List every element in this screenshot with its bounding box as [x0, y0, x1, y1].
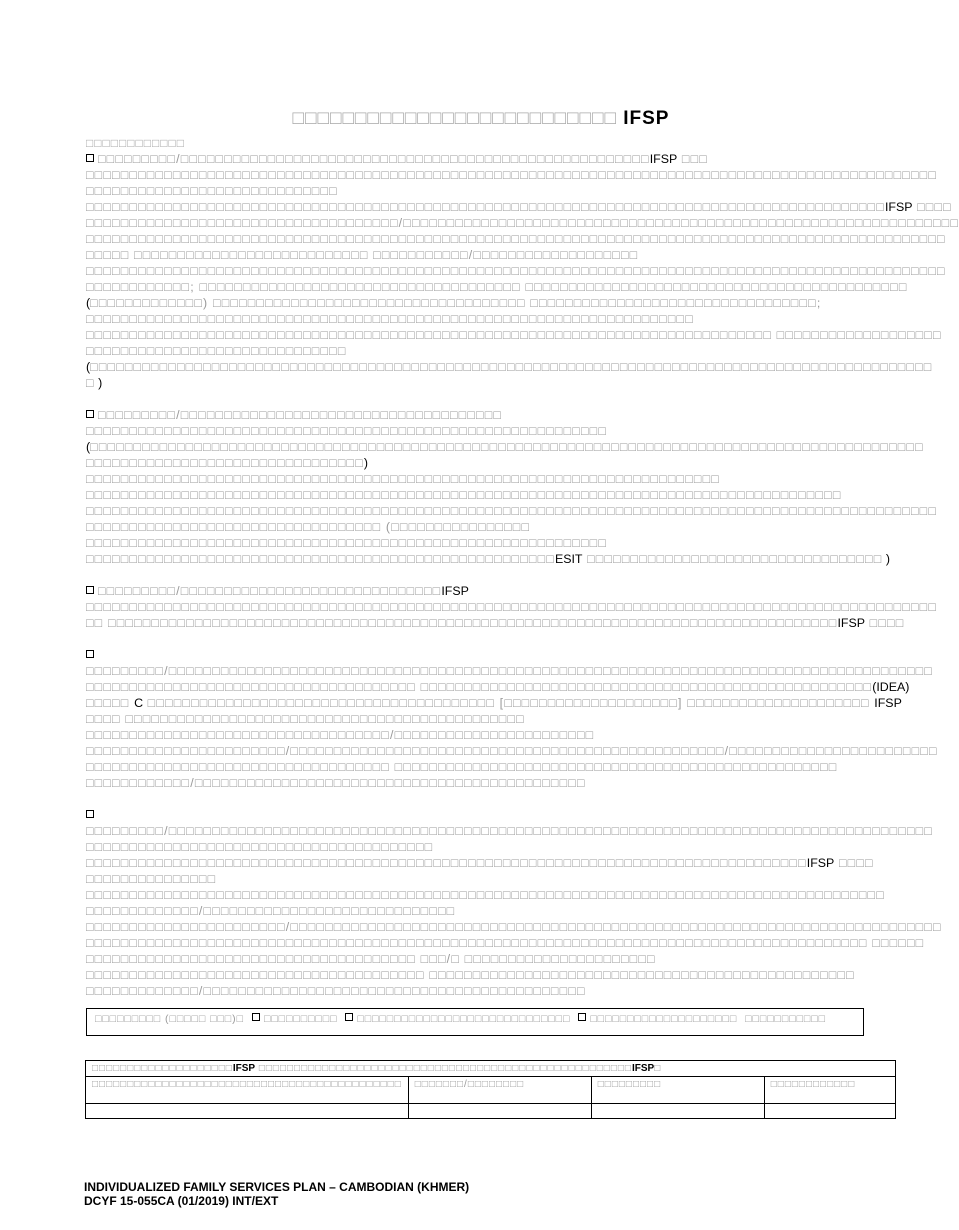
text-line: □ ): [86, 376, 103, 390]
text-line: □□□□□□□□□□□□□□□□□□□□□□□□□□□□□□□□□□□□□□□□□□□□□□□□□□□□□□□□□□□□: [86, 536, 608, 550]
choice-option-1[interactable]: □□□□□□□□□□: [252, 1013, 337, 1025]
consent-section: [86, 407, 938, 567]
col-header-date: □□□□□□□□□□□□: [764, 1077, 895, 1104]
checkbox-icon[interactable]: [86, 410, 94, 418]
text-line: □□□□□□□□□□□□□□□□□□□□□□□□□□□□□□□□□□□□□□□□□□□□□□□□□□□□□□□□□□□□□□□□□□□□□□□□□□□□□□□□□□□□□□□□□□□□: [86, 888, 885, 902]
consent-section: [86, 151, 959, 391]
text-line: □□□□□□□□□□□□; □□□□□□□□□□□□□□□□□□□□□□□□□□□□□□□□□□□□□ □□□□□□□□□□□□□□□□□□□□□□□□□□□□□□□□□□□□□□□□□□□□: [86, 280, 908, 294]
page-subtitle: □□□□□□□□□□□□: [86, 136, 185, 150]
text-line: □□□□□□□□□□□□□/□□□□□□□□□□□□□□□□□□□□□□□□□□□□□□□□□□□□□□□□□□□□: [86, 984, 586, 998]
text-line: □□□□□□□□□□□□□□□□□□□□□□□□□□□□□□: [86, 344, 347, 358]
signature-table-header: □□□□□□□□□□□□□□□□□□□□IFSP □□□□□□□□□□□□□□□□□□□□□□□□□□□□□□□□□□□□□□□□□□□□□□□□□□□□□IFSP□: [86, 1061, 896, 1077]
text-line: □□□□□□□□□/□□□□□□□□□□□□□□□□□□□□□□□□□□□□□□□□□□□□□□□□□□□□□□□□□□□□□□IFSP □□□: [86, 151, 876, 167]
text-line: □□□□□□□□□□□□□□□: [86, 872, 217, 886]
text-line: □□□□□□□□□□□□□□□□□□□□□□□□□□□□□□□□□□□□□□□□□□□□□□□□□□□□□□□□□□□□□□□□□□□□□□□□□□□□□□□□□□□□□□□□□□□□□□□□□□□: [86, 264, 946, 278]
text-line: □□□□□□□□□□□□□□□□□□□□□□□□□□□□□□□□□□□□□□□□□□□□□□□□□□□□□□□□□□□□□□□□□□□□□□□□□□□□□□□□□□□□□□□: [86, 488, 842, 502]
text-line: □□□□□□□□□□□□□□□□□□□□□□□□□□□□□□□□□□□□□□□□□□□□□□□□□□□□□□□□□□□□: [86, 424, 608, 438]
text-line: □□□□□□□□□□□□□□□□□□□□□□□□□□□□□□□□□□□□/□□□□□□□□□□□□□□□□□□□□□□□□□□□□□□□□□□□□□□□□□□□□□□□□□□□□□□□□□□□□□□□□: [86, 216, 959, 230]
text-line: □□□□□□□□□□□□□□□□□□□□□□□□□□□□□□□□): [86, 456, 369, 470]
form-footer: [84, 1180, 469, 1208]
col-header-relationship: □□□□□□□/□□□□□□□□: [408, 1077, 591, 1104]
form-number: DCYF 15-055CA (01/2019) INT/EXT: [84, 1194, 279, 1208]
text-line: □□□□□□□□□□□□□□□□□□□□□□□□□□□□□□□□□□□□□□□□□□□□□□□□□□□□□□□□□□□□□□□□□□□□□□□□□□□□□□□□□□□□□□□□□□□□IFSP □□□□: [86, 200, 952, 214]
checkbox-icon[interactable]: [252, 1013, 260, 1021]
text-line: □□□□□□□□□□□□□□□□□□□□□□□□□□□□□□□□□□□□□□ □□□/□ □□□□□□□□□□□□□□□□□□□□□□: [86, 952, 656, 966]
col-header-name: □□□□□□□□□□□□□□□□□□□□□□□□□□□□□□□□□□□□□□□□□□□□: [86, 1077, 409, 1104]
text-line: □□□□□□□□□□□□□□□□□□□□□□□□□□□□□□□□□□□□□□□□□□□□□□□□□□□□□□□□□□□□□□□□□□□□□□□□□□□□□□□□□□□□□□□□□□□□□□□□□□: [86, 168, 938, 182]
text-line: □□□□□□□□□□□□□□□□□□□□□□□□□□□□□□□□□□□□□□□□: [86, 840, 434, 854]
checkbox-icon[interactable]: [345, 1013, 353, 1021]
text-line: □□□□ □□□□□□□□□□□□□□□□□□□□□□□□□□□□□□□□□□□□□□□□□□□□□□: [86, 712, 525, 726]
checkbox-icon[interactable]: [578, 1013, 586, 1021]
text-line: □□□□□□□□□□□□□□□□□□□□□□□/□□□□□□□□□□□□□□□□□□□□□□□□□□□□□□□□□□□□□□□□□□□□□□□□□□□□□□□□□□□□□□□□□□□□□□□□□□□: [86, 920, 942, 934]
text-line: □□□□□□□□□/□□□□□□□□□□□□□□□□□□□□□□□□□□□□□□□□□□□□□: [86, 407, 876, 423]
name-cell[interactable]: [86, 1104, 409, 1119]
choice-option-2[interactable]: □□□□□□□□□□□□□□□□□□□□□□□□□□□□□: [345, 1013, 570, 1025]
text-line: □□□□□□□□□□□□□□□□□□□□□□□□□□□□□□□□□□□□□□□□□□□□□□□□□□□□□□□□□□□□□□□□□□□□□□□□□□□□□□□□□□□□□□□□□□□□□□□□□□: [86, 600, 938, 614]
text-line: □□□□□□□□□□□□□□□□□□□□□□□□□□□□□□□□□□□□□□□□□□□□□□□□□□□□□□□□□□□□□□□□□□□□□□□□□□□□□□□□□□□IFSP □□□□: [86, 856, 874, 870]
text-line: □□□□□□□□□□□□□□□□□□□□□□□□□□□□□□□□□□□□□□□□□□□□□□□□□□□□□□ESIT □□□□□□□□□□□□□□□□□□□□□□□□□□□□□□□□□□ ): [86, 552, 890, 566]
text-line: □□□□□□□□□□□□/□□□□□□□□□□□□□□□□□□□□□□□□□□□□□□□□□□□□□□□□□□□□□: [86, 776, 586, 790]
text-line: □□□□□□□□□/□□□□□□□□□□□□□□□□□□□□□□□□□□□□□□IFSP: [86, 583, 876, 599]
signature-label: □□□□□□□□□□□: [745, 1013, 826, 1025]
text-line: □□□□□□□□□/□□□□□□□□□□□□□□□□□□□□□□□□□□□□□□□□□□□□□□□□□□□□□□□□□□□□□□□□□□□□□□□□□□□□□□□□□□□□□□□□□□□□□□□□: [86, 664, 933, 678]
text-line: (□□□□□□□□□□□□□) □□□□□□□□□□□□□□□□□□□□□□□□□□□□□□□□□□□□ □□□□□□□□□□□□□□□□□□□□□□□□□□□□□□□□□;: [86, 296, 822, 310]
text-line: (□□□□□□□□□□□□□□□□□□□□□□□□□□□□□□□□□□□□□□□□□□□□□□□□□□□□□□□□□□□□□□□□□□□□□□□□□□□□□□□□□□□□□□□□□□□□□□□□□: [86, 360, 933, 374]
choice-option-3[interactable]: □□□□□□□□□□□□□□□□□□□□: [578, 1013, 737, 1025]
consent-section: [86, 807, 942, 999]
title-abbr: IFSP: [623, 108, 670, 129]
relationship-cell[interactable]: [408, 1104, 591, 1119]
text-line: □□□□□□□□□/□□□□□□□□□□□□□□□□□□□□□□□□□□□□□□□□□□□□□□□□□□□□□□□□□□□□□□□□□□□□□□□□□□□□□□□□□□□□□□□□□□□□□□□□: [86, 824, 933, 838]
text-line: □□□□□□□□□□□□□□□□□□□□□□□□□□□□□□□□□□□□□□□□□□□□□□□□□□□□□□□□□□□□□□□□□□□□□□□□□□□□□□□□□□□□□□□□□□□□□□□□□□□: [86, 232, 946, 246]
text-line: □□□□□□□□□□□□□□□□□□□□□□□□□□□□□□□□□□□□□□□□□□□□□□□□□□□□□□□□□□□□□□□□□□□□□□: [86, 312, 694, 326]
text-line: □□□□□□□□□□□□□□□□□□□□□□□□□□□□□□□□□□□□□□□□□□□□□□□□□□□□□□□□□□□□□□□□□□□□□□□□□□□□□□□□□□□□□□□□□□□□□□□□□□: [86, 504, 938, 518]
consent-section: [86, 583, 938, 631]
signature-table: [85, 1060, 896, 1119]
form-name: INDIVIDUALIZED FAMILY SERVICES PLAN – CAMBODIAN (KHMER): [84, 1180, 470, 1194]
text-line: □□□□□ C □□□□□□□□□□□□□□□□□□□□□□□□□□□□□□□□□□□□□□□□ [□□□□□□□□□□□□□□□□□□□□] □□□□□□□□□□□□□□□□□□□□□ IFSP: [86, 696, 902, 710]
checkbox-icon[interactable]: [86, 154, 94, 162]
title-khmer: □□□□□□□□□□□□□□□□□□□□□□□□□□: [292, 108, 617, 129]
consent-section: [86, 647, 938, 791]
text-line: (□□□□□□□□□□□□□□□□□□□□□□□□□□□□□□□□□□□□□□□□□□□□□□□□□□□□□□□□□□□□□□□□□□□□□□□□□□□□□□□□□□□□□□□□□□□□□□□□: [86, 440, 924, 454]
choice-label: □□□□□□□□□ (□□□□□ □□□)□: [95, 1013, 244, 1025]
text-line: [86, 647, 876, 663]
checkbox-icon[interactable]: [86, 650, 94, 658]
text-line: □□□□□□□□□□□□□□□□□□□□□□□□□□□□□□□□□□□□□□□□□□□□□□□□□□□□□□□□□□□□□□□□□□□□□□□□□□□□□□□ □□□□□□□□□□□□□□□□□□□: [86, 328, 942, 342]
col-header-signature: □□□□□□□□□: [591, 1077, 764, 1104]
text-line: □□□□□□□□□□□□□□□□□□□□□□□□□□□□□□□□□□□□□□□ □□□□□□□□□□□□□□□□□□□□□□□□□□□□□□□□□□□□□□□□□□□□□□□□□: [86, 968, 855, 982]
page-title: [86, 108, 876, 130]
consent-sections: [86, 151, 959, 999]
checkbox-icon[interactable]: [86, 810, 94, 818]
text-line: □□□□□□□□□□□□□□□□□□□□□□□□□□□□□: [86, 184, 338, 198]
text-line: □□□□□□□□□□□□□□□□□□□□□□□□□□□□□□□□□□□□□□□□□□□□□□□□□□□□□□□□□□□□□□□□□□□□□□□□□: [86, 472, 720, 486]
text-line: □□□□□□□□□□□□□□□□□□□□□□□□□□□□□□□□□□□□□□ □□□□□□□□□□□□□□□□□□□□□□□□□□□□□□□□□□□□□□□□□□□□□□□□□□□□(IDEA): [86, 680, 910, 694]
text-line: □□□□□□□□□□□□□□□□□□□□□□□□□□□□□□□□□□□/□□□□□□□□□□□□□□□□□□□□□□□: [86, 728, 595, 742]
date-cell[interactable]: [764, 1104, 895, 1119]
consent-choice-box: [86, 1008, 864, 1036]
text-line: □□ □□□□□□□□□□□□□□□□□□□□□□□□□□□□□□□□□□□□□□□□□□□□□□□□□□□□□□□□□□□□□□□□□□□□□□□□□□□□□□□□□□□□IFSP □□□□: [86, 616, 905, 630]
signature-cell[interactable]: [591, 1104, 764, 1119]
text-line: □□□□□□□□□□□□□□□□□□□□□□□□□□□□□□□□□□□□□□□□□□□□□□□□□□□□□□□□□□□□□□□□□□□□□□□□□□□□□□□□□□□□□□□□□□ □□□□□□: [86, 936, 925, 950]
document-body: [86, 108, 959, 1015]
text-line: □□□□□ □□□□□□□□□□□□□□□□□□□□□□□□□□□ □□□□□□□□□□□/□□□□□□□□□□□□□□□□□□□: [86, 248, 639, 262]
text-line: □□□□□□□□□□□□□□□□□□□□□□□□□□□□□□□□□□□ □□□□□□□□□□□□□□□□□□□□□□□□□□□□□□□□□□□□□□□□□□□□□□□□□□□: [86, 760, 838, 774]
text-line: □□□□□□□□□□□□□/□□□□□□□□□□□□□□□□□□□□□□□□□□□□□: [86, 904, 456, 918]
text-line: □□□□□□□□□□□□□□□□□□□□□□□/□□□□□□□□□□□□□□□□□□□□□□□□□□□□□□□□□□□□□□□□□□□□□□□□□□/□□□□□□□□□□□□□□□□□□□□□□□□: [86, 744, 938, 758]
text-line: [86, 807, 876, 823]
text-line: □□□□□□□□□□□□□□□□□□□□□□□□□□□□□□□□□□ (□□□□□□□□□□□□□□□□: [86, 520, 531, 534]
checkbox-icon[interactable]: [86, 586, 94, 594]
